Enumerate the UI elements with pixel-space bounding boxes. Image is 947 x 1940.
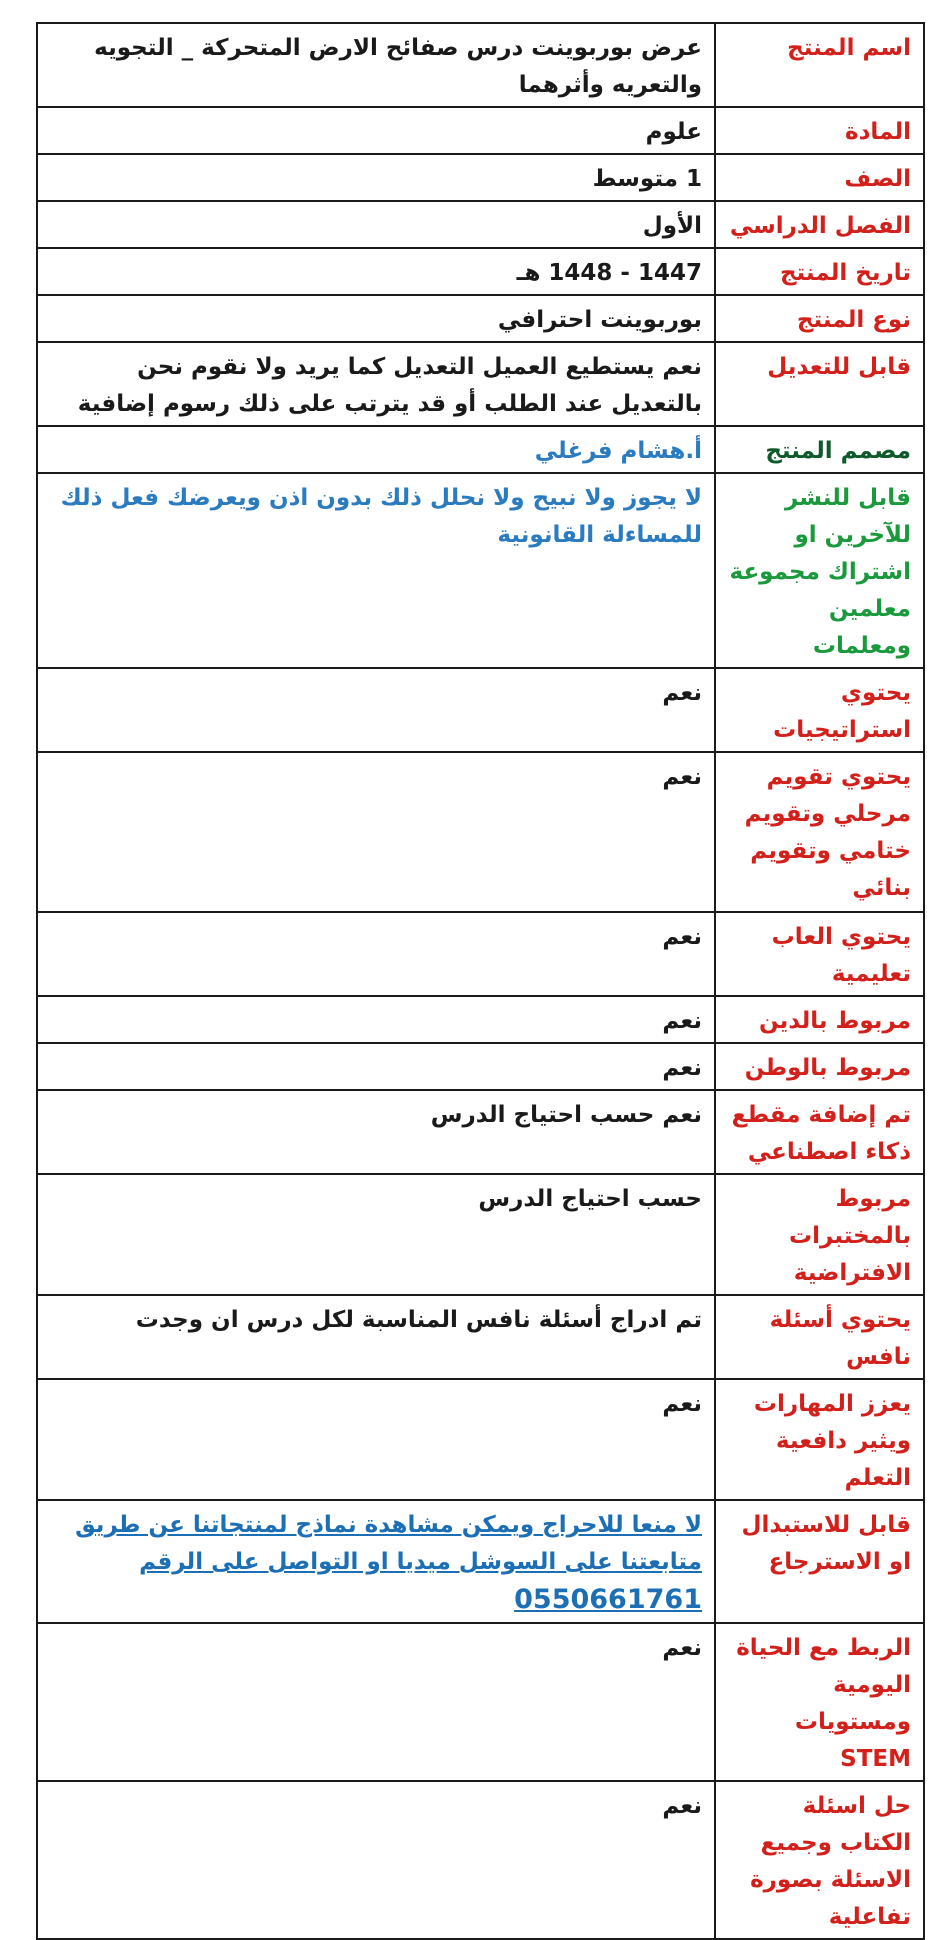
row-value: نعم يستطيع العميل التعديل كما يريد ولا نقوم نحن بالتعديل عند الطلب أو قد يترتب على ذلك رسوم إضافية <box>37 342 715 426</box>
phone-number[interactable]: 0550661761 <box>514 1584 702 1615</box>
row-value: نعم <box>37 752 715 912</box>
row-value: حسب احتياج الدرس <box>37 1174 715 1295</box>
row-label: اسم المنتج <box>715 23 924 107</box>
table-row <box>37 912 924 996</box>
row-label: قابل للاستبدال او الاسترجاع <box>715 1500 924 1623</box>
table-row <box>37 295 924 342</box>
product-info-table <box>36 22 925 1940</box>
table-row <box>37 426 924 473</box>
row-label: المادة <box>715 107 924 154</box>
row-label: نوع المنتج <box>715 295 924 342</box>
row-value: نعم حسب احتياج الدرس <box>37 1090 715 1174</box>
row-label: الصف <box>715 154 924 201</box>
row-value: نعم <box>37 996 715 1043</box>
table-row <box>37 107 924 154</box>
row-label: يحتوي تقويم مرحلي وتقويم ختامي وتقويم بنائي <box>715 752 924 912</box>
row-label: يحتوي العاب تعليمية <box>715 912 924 996</box>
table-row <box>37 1781 924 1939</box>
row-value[interactable] <box>37 1500 715 1623</box>
row-value: بوربوينت احترافي <box>37 295 715 342</box>
row-label: مربوط بالمختبرات الافتراضية <box>715 1174 924 1295</box>
row-label: قابل للتعديل <box>715 342 924 426</box>
row-value: نعم <box>37 668 715 752</box>
row-label: تم إضافة مقطع ذكاء اصطناعي <box>715 1090 924 1174</box>
row-value: أ.هشام فرغلي <box>37 426 715 473</box>
table-row <box>37 1500 924 1623</box>
row-value: 1 متوسط <box>37 154 715 201</box>
table-row <box>37 1379 924 1500</box>
row-label: حل اسئلة الكتاب وجميع الاسئلة بصورة تفاعلية <box>715 1781 924 1939</box>
row-label: مصمم المنتج <box>715 426 924 473</box>
contact-link-text[interactable]: لا منعا للاحراج ويمكن مشاهدة نماذج لمنتجاتنا عن طريق متابعتنا على السوشل ميديا او التواصل على الرقم <box>75 1512 702 1575</box>
table-row <box>37 1295 924 1379</box>
row-label: مربوط بالدين <box>715 996 924 1043</box>
table-row <box>37 1043 924 1090</box>
table-row <box>37 752 924 912</box>
row-value: نعم <box>37 1623 715 1781</box>
table-row <box>37 1090 924 1174</box>
table-row <box>37 1623 924 1781</box>
row-value: نعم <box>37 1043 715 1090</box>
row-value: نعم <box>37 1379 715 1500</box>
row-value: لا يجوز ولا نبيح ولا نحلل ذلك بدون اذن ويعرضك فعل ذلك للمساءلة القانونية <box>37 473 715 668</box>
table-row <box>37 201 924 248</box>
table-row <box>37 154 924 201</box>
row-value: علوم <box>37 107 715 154</box>
table-row <box>37 473 924 668</box>
row-value: نعم <box>37 1781 715 1939</box>
row-label: الفصل الدراسي <box>715 201 924 248</box>
row-label: يحتوي أسئلة نافس <box>715 1295 924 1379</box>
row-label: يحتوي استراتيجيات <box>715 668 924 752</box>
row-label: تاريخ المنتج <box>715 248 924 295</box>
row-label: مربوط بالوطن <box>715 1043 924 1090</box>
row-value: عرض بوربوينت درس صفائح الارض المتحركة _ التجويه والتعريه وأثرهما <box>37 23 715 107</box>
table-row <box>37 668 924 752</box>
table-row <box>37 996 924 1043</box>
row-label: قابل للنشر للآخرين او اشتراك مجموعة معلمين ومعلمات <box>715 473 924 668</box>
row-value: نعم <box>37 912 715 996</box>
row-label: يعزز المهارات ويثير دافعية التعلم <box>715 1379 924 1500</box>
table-row <box>37 342 924 426</box>
table-row <box>37 1174 924 1295</box>
row-value: الأول <box>37 201 715 248</box>
row-value: تم ادراج أسئلة نافس المناسبة لكل درس ان وجدت <box>37 1295 715 1379</box>
table-row <box>37 23 924 107</box>
row-label: الربط مع الحياة اليومية ومستويات STEM <box>715 1623 924 1781</box>
table-row <box>37 248 924 295</box>
row-value: 1447 - 1448 هـ <box>37 248 715 295</box>
